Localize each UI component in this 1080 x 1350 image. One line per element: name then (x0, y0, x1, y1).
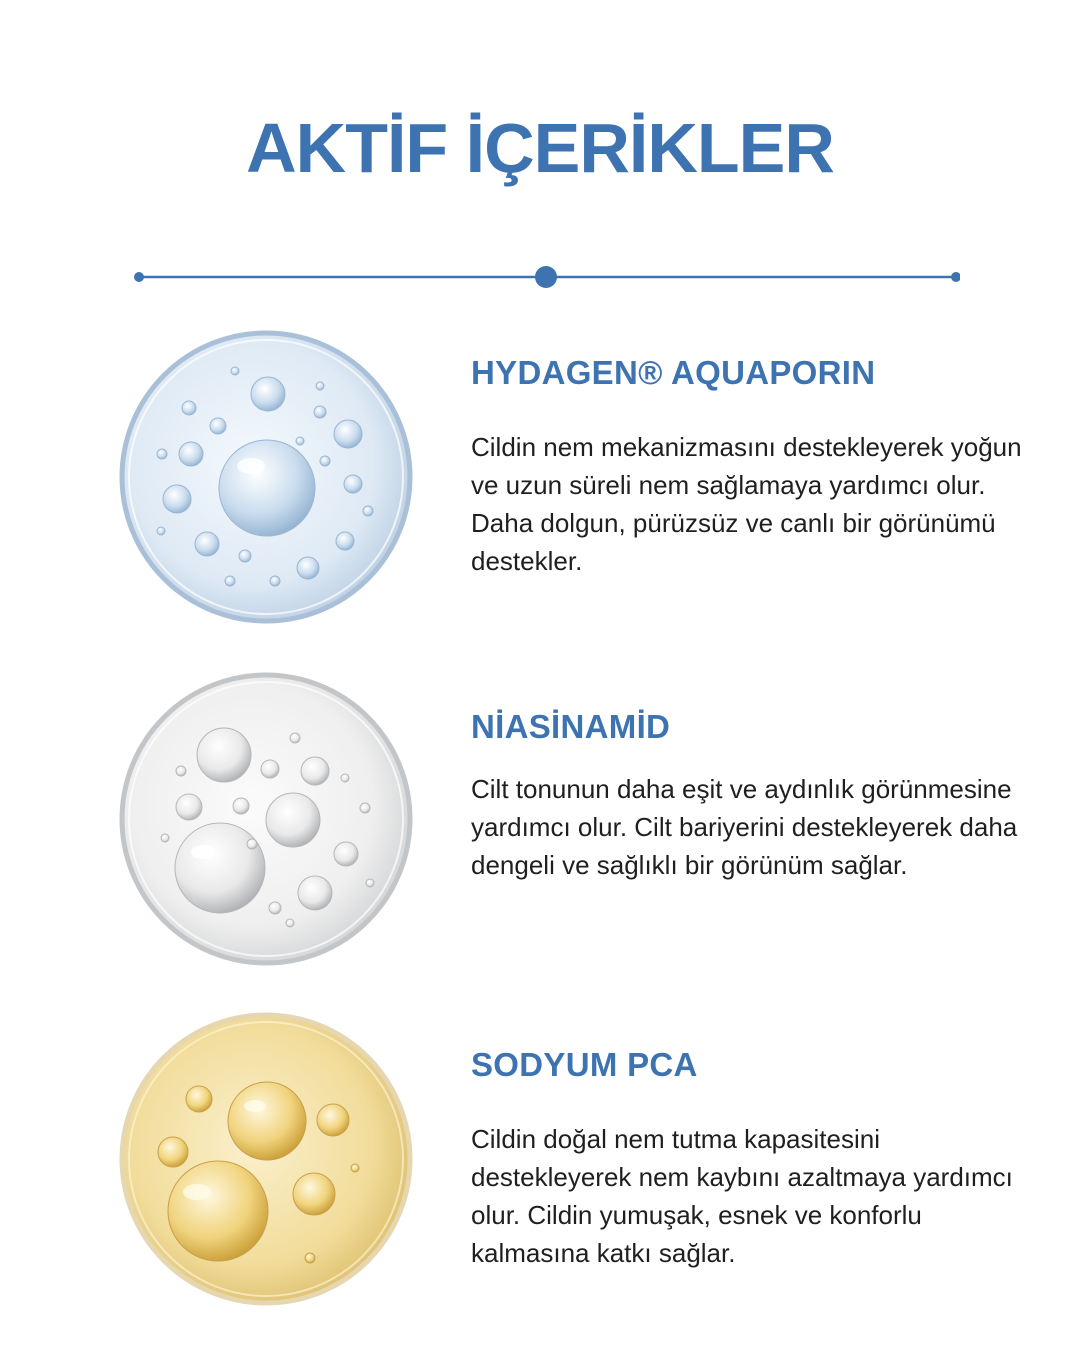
divider-right-dot (951, 272, 960, 282)
ingredient-description: Cilt tonunun daha eşit ve aydınlık görünmesine yardımcı olur. Cilt bariyerini destekleyerek daha dengeli ve sağlıklı bir görünüm sağlar. (471, 774, 1018, 880)
ingredient-description: Cildin doğal nem tutma kapasitesini destekleyerek nem kaybını azaltmaya yardımcı olur. Cildin yumuşak, esnek ve konforlu kalmasına katkı sağlar. (471, 1124, 1013, 1268)
blue-serum-petri-dish-image (115, 326, 417, 628)
divider-left-dot (134, 272, 144, 282)
ingredient-name: HYDAGEN® AQUAPORIN (471, 354, 876, 391)
ingredient-name: NİASİNAMİD (471, 708, 671, 745)
divider-center-dot (535, 266, 557, 288)
golden-serum-petri-dish-image (115, 1008, 417, 1310)
ingredient-niasinamid (0, 668, 1080, 988)
ingredient-description: Cildin nem mekanizmasını destekleyerek yoğun ve uzun süreli nem sağlamaya yardımcı olur. Daha dolgun, pürüzsüz ve canlı bir görünümü destekler. (471, 432, 1022, 576)
ingredient-hydagen-aquaporin (0, 326, 1080, 646)
clear-serum-petri-dish-image (115, 668, 417, 970)
title-divider (130, 262, 960, 292)
ingredient-sodyum-pca (0, 1008, 1080, 1328)
page-title: AKTİF İÇERİKLER (246, 109, 834, 187)
ingredient-name: SODYUM PCA (471, 1046, 698, 1083)
